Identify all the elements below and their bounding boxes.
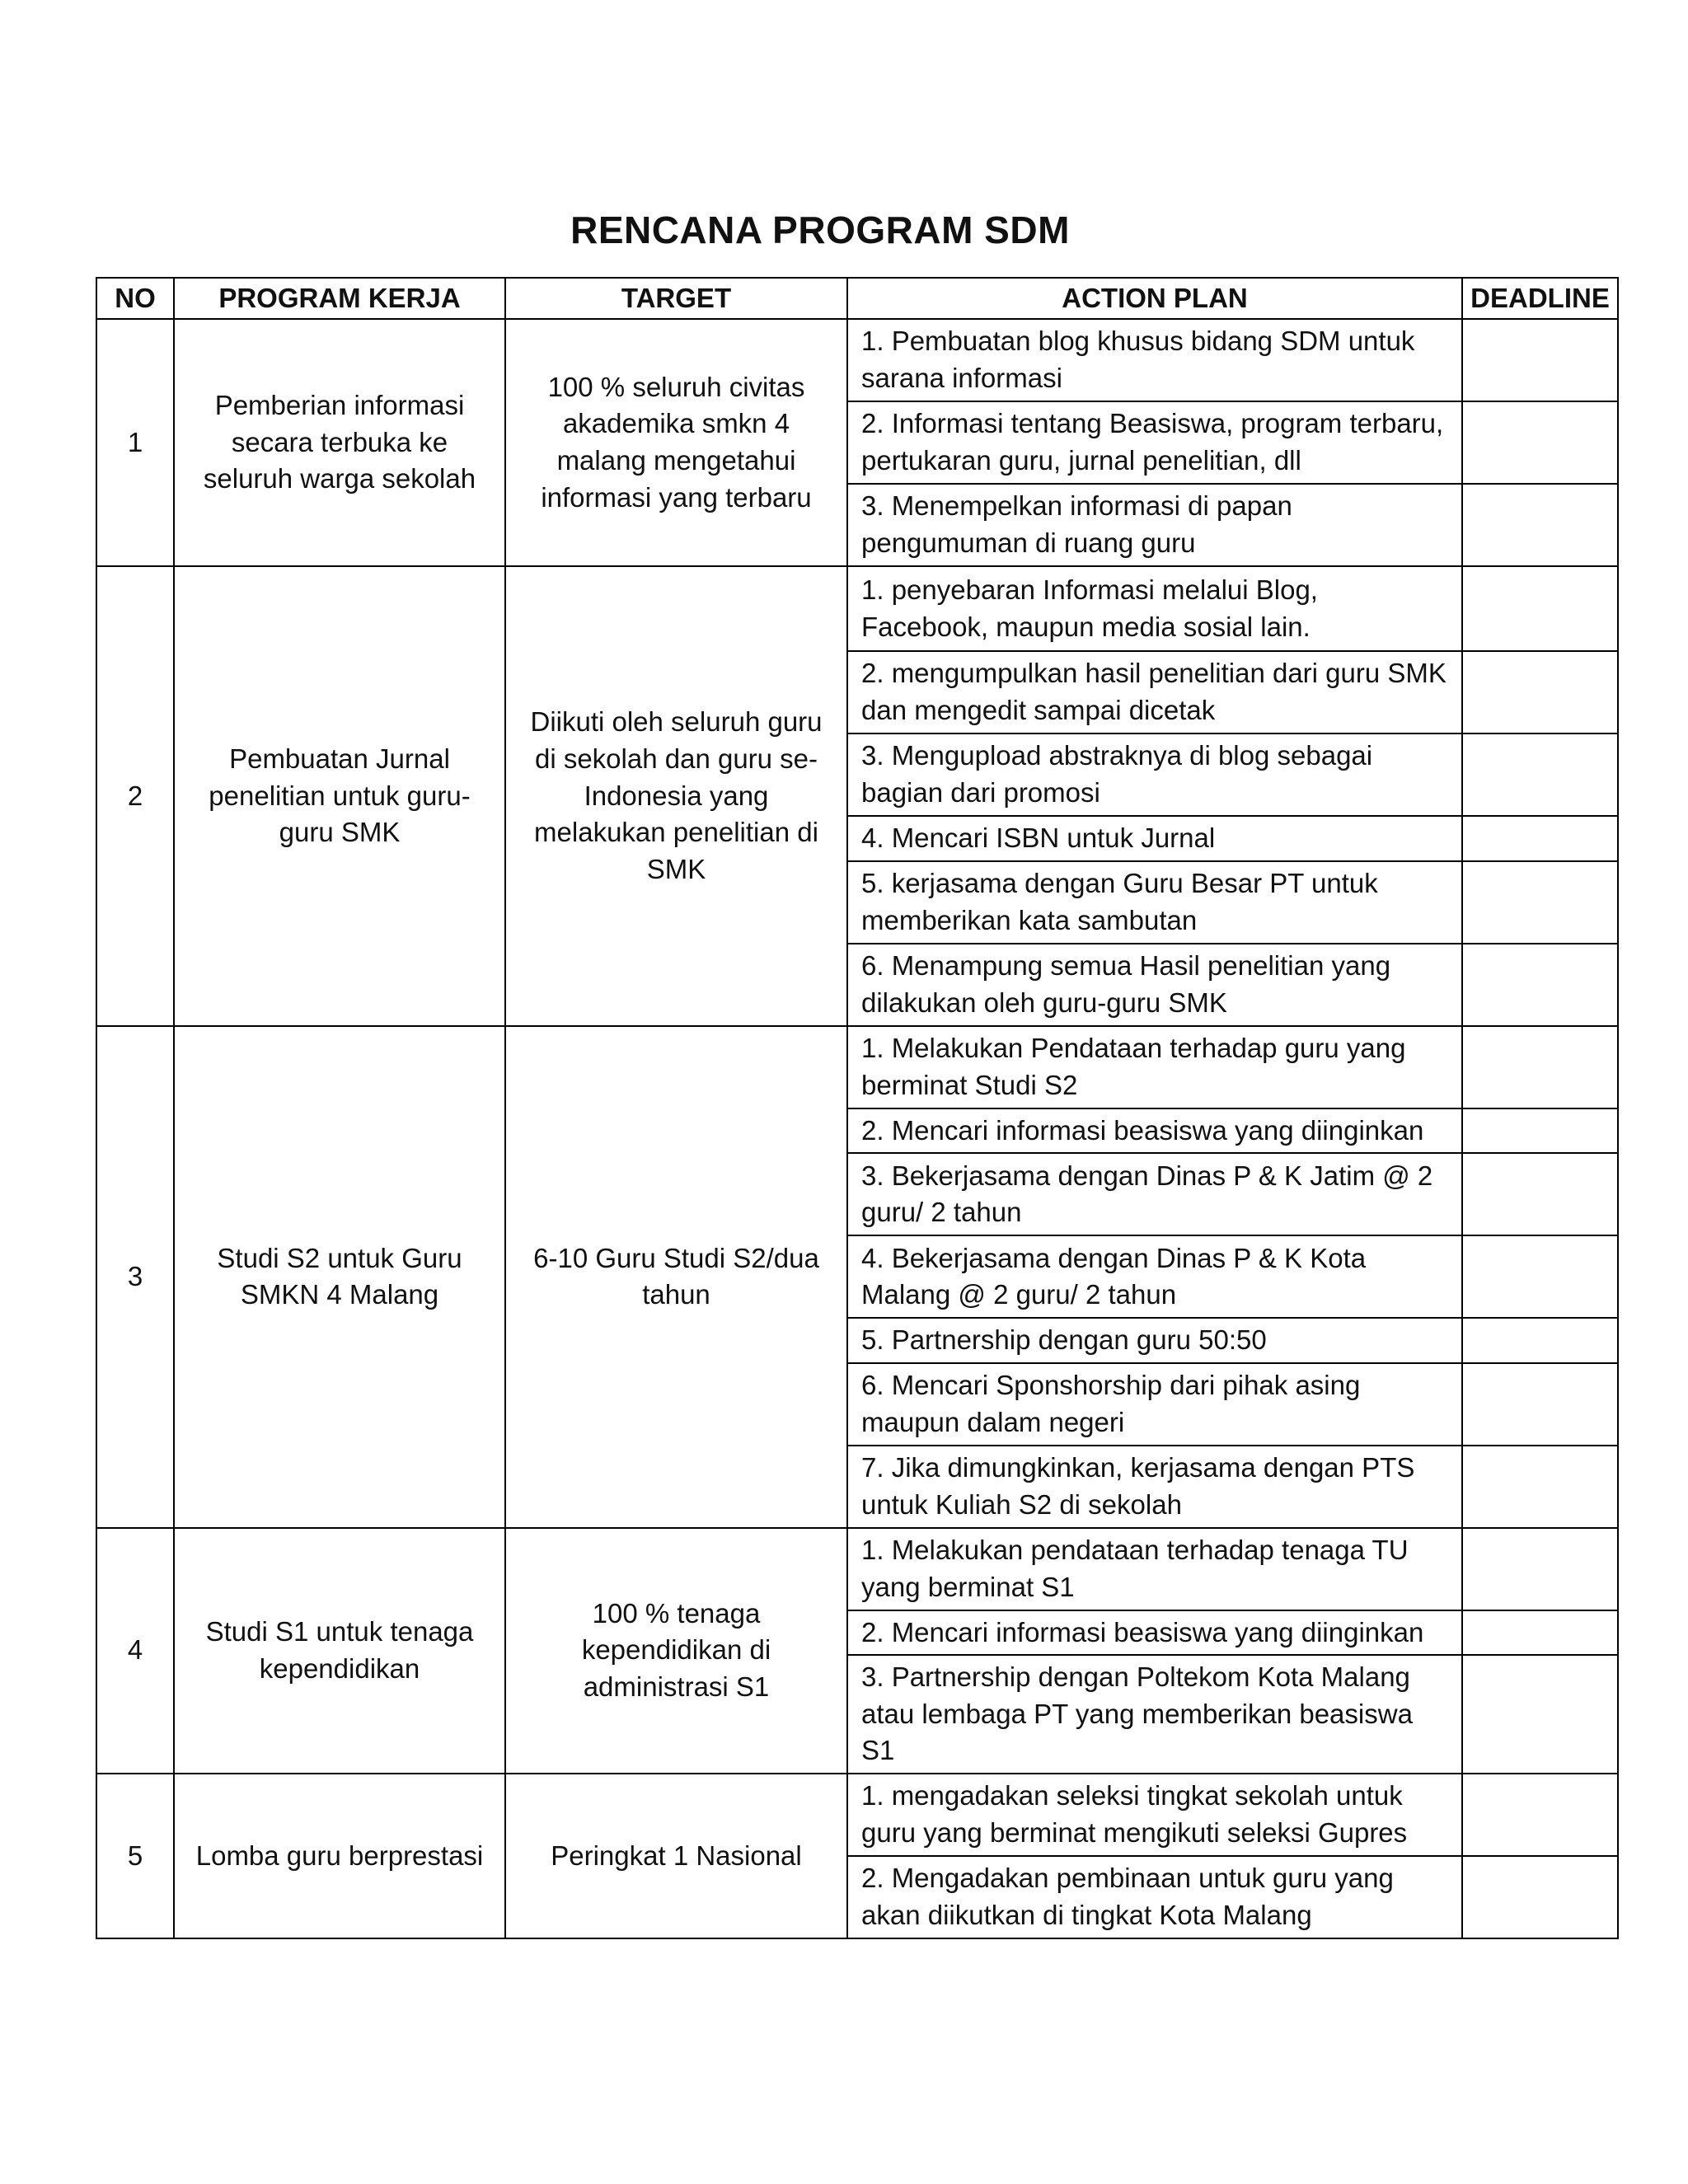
header-deadline: DEADLINE bbox=[1462, 278, 1618, 319]
header-row bbox=[96, 278, 1618, 319]
action-item: 7. Jika dimungkinkan, kerjasama dengan PTS untuk Kuliah S2 di sekolah bbox=[847, 1446, 1462, 1528]
deadline-cell bbox=[1462, 1655, 1618, 1774]
target-cell: 100 % seluruh civitas akademika smkn 4 malang mengetahui informasi yang terbaru bbox=[505, 319, 847, 566]
deadline-cell bbox=[1462, 733, 1618, 816]
target-cell: 6-10 Guru Studi S2/dua tahun bbox=[505, 1026, 847, 1528]
action-item: 1. Melakukan Pendataan terhadap guru yang berminat Studi S2 bbox=[847, 1026, 1462, 1108]
deadline-cell bbox=[1462, 1774, 1618, 1856]
action-item: 6. Menampung semua Hasil penelitian yang dilakukan oleh guru-guru SMK bbox=[847, 944, 1462, 1026]
page-title: RENCANA PROGRAM SDM bbox=[570, 209, 1070, 251]
action-item: 3. Partnership dengan Poltekom Kota Malang atau lembaga PT yang memberikan beasiswa S1 bbox=[847, 1655, 1462, 1774]
program-cell: Lomba guru berprestasi bbox=[174, 1774, 505, 1938]
deadline-cell bbox=[1462, 944, 1618, 1026]
action-item: 2. Mencari informasi beasiswa yang diinginkan bbox=[847, 1108, 1462, 1154]
table-row bbox=[96, 566, 1618, 651]
deadline-cell bbox=[1462, 1235, 1618, 1318]
deadline-cell bbox=[1462, 1108, 1618, 1154]
deadline-cell bbox=[1462, 1153, 1618, 1235]
action-item: 2. Mengadakan pembinaan untuk guru yang akan diikutkan di tingkat Kota Malang bbox=[847, 1856, 1462, 1938]
deadline-cell bbox=[1462, 1528, 1618, 1610]
header-target: TARGET bbox=[505, 278, 847, 319]
table-row bbox=[96, 1774, 1618, 1856]
deadline-cell bbox=[1462, 651, 1618, 733]
action-item: 1. penyebaran Informasi melalui Blog, Facebook, maupun media sosial lain. bbox=[847, 566, 1462, 651]
action-item: 1. Melakukan pendataan terhadap tenaga TU yang berminat S1 bbox=[847, 1528, 1462, 1610]
action-item: 2. Mencari informasi beasiswa yang diinginkan bbox=[847, 1610, 1462, 1656]
header-program: PROGRAM KERJA bbox=[174, 278, 505, 319]
deadline-cell bbox=[1462, 1856, 1618, 1938]
table-row bbox=[96, 1528, 1618, 1610]
action-item: 5. Partnership dengan guru 50:50 bbox=[847, 1318, 1462, 1363]
deadline-cell bbox=[1462, 1446, 1618, 1528]
deadline-cell bbox=[1462, 861, 1618, 944]
target-cell: 100 % tenaga kependidikan di administrasi S1 bbox=[505, 1528, 847, 1774]
program-cell: Studi S2 untuk Guru SMKN 4 Malang bbox=[174, 1026, 505, 1528]
action-item: 1. mengadakan seleksi tingkat sekolah untuk guru yang berminat mengikuti seleksi Gupres bbox=[847, 1774, 1462, 1856]
deadline-cell bbox=[1462, 319, 1618, 401]
program-cell: Studi S1 untuk tenaga kependidikan bbox=[174, 1528, 505, 1774]
action-item: 3. Bekerjasama dengan Dinas P & K Jatim @ 2 guru/ 2 tahun bbox=[847, 1153, 1462, 1235]
program-cell: Pemberian informasi secara terbuka ke seluruh warga sekolah bbox=[174, 319, 505, 566]
deadline-cell bbox=[1462, 566, 1618, 651]
deadline-cell bbox=[1462, 1026, 1618, 1108]
deadline-cell bbox=[1462, 1610, 1618, 1656]
target-cell: Diikuti oleh seluruh guru di sekolah dan guru se-Indonesia yang melakukan penelitian di SMK bbox=[505, 566, 847, 1026]
program-cell: Pembuatan Jurnal penelitian untuk guru-guru SMK bbox=[174, 566, 505, 1026]
action-item: 2. mengumpulkan hasil penelitian dari guru SMK dan mengedit sampai dicetak bbox=[847, 651, 1462, 733]
row-number: 2 bbox=[96, 566, 174, 1026]
action-item: 1. Pembuatan blog khusus bidang SDM untuk sarana informasi bbox=[847, 319, 1462, 401]
program-table bbox=[96, 277, 1619, 1939]
action-item: 3. Menempelkan informasi di papan pengumuman di ruang guru bbox=[847, 484, 1462, 566]
header-no: NO bbox=[96, 278, 174, 319]
row-number: 4 bbox=[96, 1528, 174, 1774]
table-row bbox=[96, 1026, 1618, 1108]
action-item: 6. Mencari Sponshorship dari pihak asing maupun dalam negeri bbox=[847, 1363, 1462, 1446]
action-item: 5. kerjasama dengan Guru Besar PT untuk memberikan kata sambutan bbox=[847, 861, 1462, 944]
deadline-cell bbox=[1462, 484, 1618, 566]
header-action-plan: ACTION PLAN bbox=[847, 278, 1462, 319]
deadline-cell bbox=[1462, 1318, 1618, 1363]
action-item: 4. Bekerjasama dengan Dinas P & K Kota Malang @ 2 guru/ 2 tahun bbox=[847, 1235, 1462, 1318]
action-item: 3. Mengupload abstraknya di blog sebagai bagian dari promosi bbox=[847, 733, 1462, 816]
row-number: 1 bbox=[96, 319, 174, 566]
table-row bbox=[96, 319, 1618, 401]
deadline-cell bbox=[1462, 401, 1618, 484]
target-cell: Peringkat 1 Nasional bbox=[505, 1774, 847, 1938]
action-item: 2. Informasi tentang Beasiswa, program terbaru, pertukaran guru, jurnal penelitian, dll bbox=[847, 401, 1462, 484]
deadline-cell bbox=[1462, 816, 1618, 861]
action-item: 4. Mencari ISBN untuk Jurnal bbox=[847, 816, 1462, 861]
row-number: 5 bbox=[96, 1774, 174, 1938]
deadline-cell bbox=[1462, 1363, 1618, 1446]
row-number: 3 bbox=[96, 1026, 174, 1528]
